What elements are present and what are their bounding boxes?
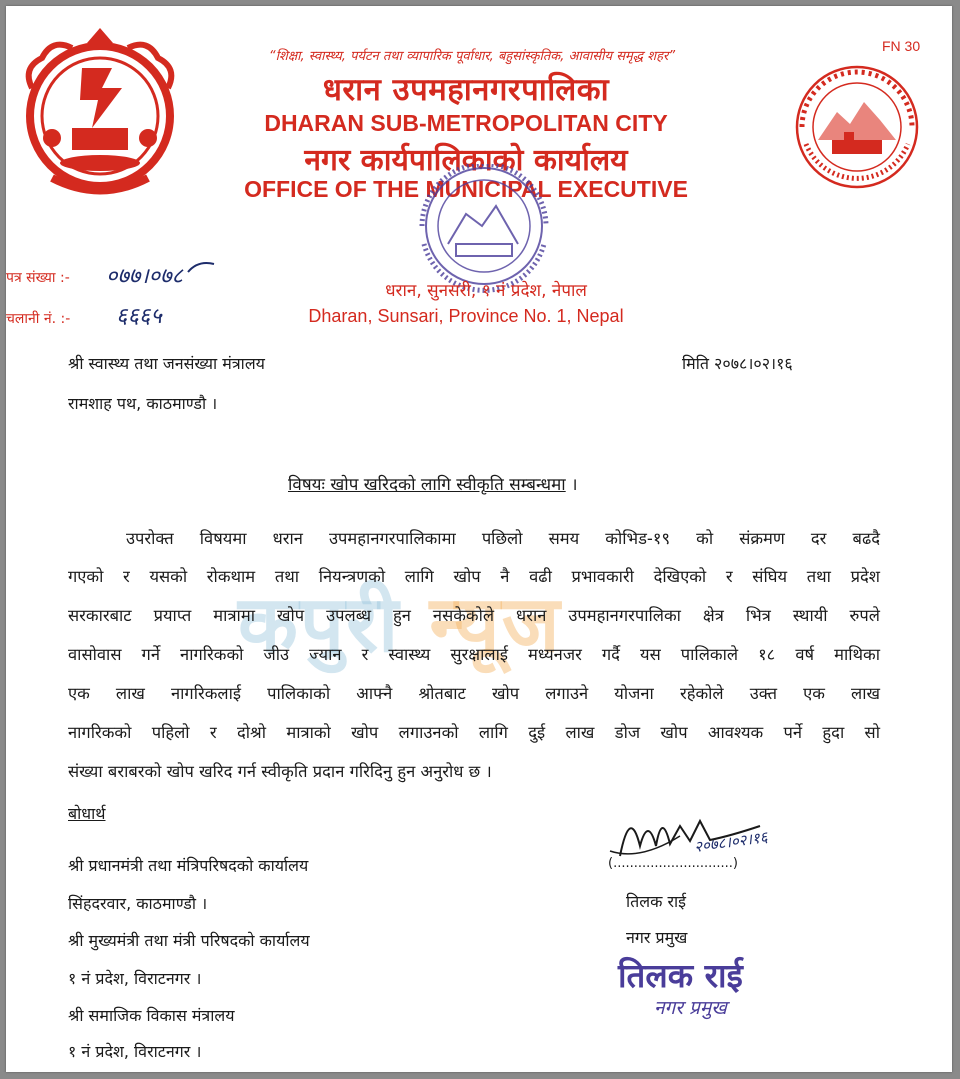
cc-item: १ नं प्रदेश, विराटनगर । [68,1042,202,1061]
recipient-line-1: श्री स्वास्थ्य तथा जनसंख्या मंत्रालय [68,354,265,373]
title-stamp: नगर प्रमुख [654,997,727,1019]
subject-line [288,472,578,495]
cc-heading: बोधार्थ [68,804,106,823]
cc-item: श्री मुख्यमंत्री तथा मंत्री परिषदको कार्यालय [68,931,310,950]
letterhead-tagline: “शिक्षा, स्वास्थ्य, पर्यटन तथा व्यापारिक पूर्वाधार, बहुसांस्कृतिक, आवासीय समृद्ध शहर” [268,49,676,64]
address-english: Dharan, Sunsari, Province No. 1, Nepal [308,306,624,326]
city-seal-logo [792,62,922,192]
signatory-name: तिलक राई [626,892,687,911]
signature-date: २०७८।०२।१६ [693,827,769,857]
chalani-value: ६६६५ [116,304,162,329]
body-line: एक लाख नागरिकलाई पालिकाको आफ्नै श्रोतबाट खोप लगाउने योजना रहेकोले उक्त एक लाख [68,684,880,703]
chalani-label: चलानी नं. :- [6,311,71,327]
office-name-nepali: धरान उपमहानगरपालिका [322,72,610,108]
letter-page [6,6,952,1072]
cc-item: १ नं प्रदेश, विराटनगर । [68,969,202,988]
body-line: गएको र यसको रोकथाम तथा नियन्त्रणको लागि खोप नै वढी प्रभावकारी देखिएको र संघिय तथा प्रदेश [68,567,880,586]
subject-end: । [571,475,578,495]
letter-date: मिति २०७८।०२।१६ [682,354,793,373]
cc-item: श्री समाजिक विकास मंत्रालय [68,1006,235,1025]
signatory-title: नगर प्रमुख [626,928,688,947]
cc-item: सिंहदरवार, काठमाण्डौ । [68,894,208,913]
patra-sankhya-label: पत्र संख्या :- [6,270,70,286]
watermark-part-1: कपुरी [238,580,430,670]
watermark-part-2: न्यूज [429,580,562,670]
address-nepali: धरान, सुनसरी, १ नं प्रदेश, नेपाल [385,281,587,301]
office-title-english: OFFICE OF THE MUNICIPAL EXECUTIVE [244,176,688,202]
office-name-english: DHARAN SUB-METROPOLITAN CITY [264,110,668,136]
body-line: सरकारबाट प्रयाप्त मात्रामा खोप उपलब्ध हुन नसकेकोले धरान उपमहानगरपालिका क्षेत्र भित्र स्थायी रुपले [68,606,880,625]
cc-item: श्री प्रधानमंत्री तथा मंत्रिपरिषदको कार्यालय [68,856,309,875]
nepal-emblem-icon [12,28,192,198]
form-number: FN 30 [882,38,921,54]
recipient-line-2: रामशाह पथ, काठमाण्डौ । [68,394,218,413]
body-line: उपरोक्त विषयमा धरान उपमहानगरपालिकामा पछिलो समय कोभिड-१९ को संक्रमण दर बढदै [126,529,880,548]
subject-text: विषयः खोप खरिदको लागि स्वीकृति सम्बन्धमा [288,475,566,495]
signature-dotted-line: (.............................) [608,856,738,871]
body-line: संख्या बराबरको खोप खरिद गर्न स्वीकृति प्रदान गरिदिनु हुन अनुरोध छ । [68,762,492,781]
name-stamp: तिलक राई [618,956,743,995]
office-title-nepali: नगर कार्यपालिकाको कार्यालय [304,143,628,178]
body-line: नागरिकको पहिलो र दोश्रो मात्राको खोप लगाउनको लागि दुई लाख डोज खोप आवश्यक पर्ने हुदा सो [68,723,880,742]
body-line: वासोवास गर्ने नागरिकको जीउ ज्यान र स्वास्थ्य सुरक्षालाई मध्यनजर गर्दै यस पालिकाले १८ वर्ष माथिका [68,645,880,664]
pen-stroke-icon [186,258,216,278]
patra-sankhya-value: ०७७।०७८ [106,264,183,289]
